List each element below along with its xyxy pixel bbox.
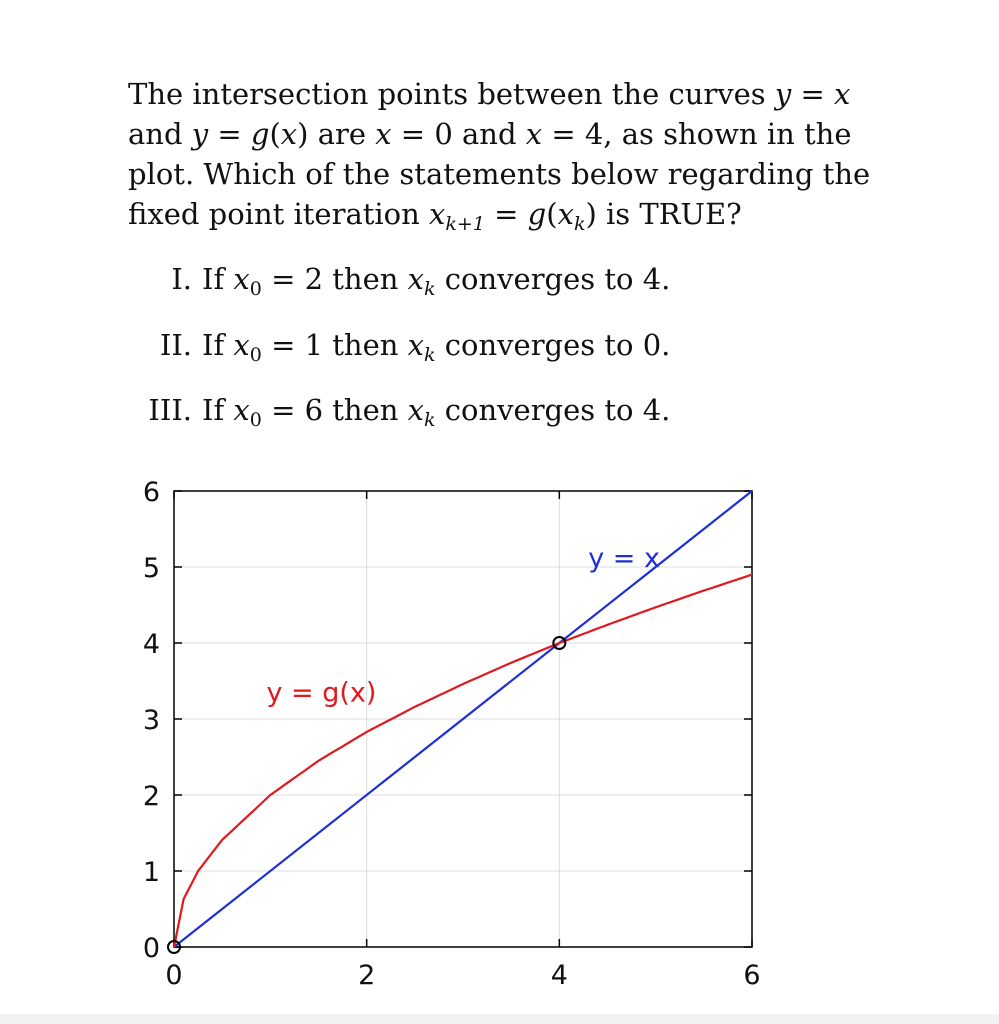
- statement-text: = 2 then: [261, 262, 408, 296]
- math-var: k+1: [445, 213, 485, 235]
- math-sub: 0: [249, 344, 262, 366]
- math-var: x: [407, 328, 425, 362]
- series-line-g: [174, 575, 752, 947]
- math-var: x: [407, 262, 425, 296]
- math-sub: k: [424, 409, 436, 431]
- x-tick-label: 4: [550, 960, 568, 991]
- math-var: x: [834, 77, 851, 111]
- math-var: x: [525, 117, 543, 151]
- statement-text: converges to 4.: [435, 262, 671, 296]
- statement-text: converges to 4.: [435, 393, 671, 427]
- x-tick-label: 6: [743, 960, 761, 991]
- math-var: y: [774, 77, 792, 111]
- math-var: x: [375, 117, 392, 151]
- question-text-run: (: [546, 197, 558, 231]
- question-text-run: = 4, as shown in the plot. Which of the statements below regarding the fixed point iteration: [128, 117, 871, 231]
- math-sub: 0: [249, 278, 262, 300]
- y-tick-label: 1: [142, 857, 160, 888]
- question-text-run: and: [128, 117, 192, 151]
- x-tick-label: 2: [358, 960, 376, 991]
- math-var: y: [191, 117, 209, 151]
- math-var: x: [233, 393, 250, 427]
- y-tick-label: 5: [142, 553, 160, 584]
- statement-text: If: [202, 262, 234, 296]
- math-var: x: [233, 262, 250, 296]
- statement-number: I.: [171, 262, 192, 296]
- annotation-g-label: y = g(x): [266, 677, 377, 709]
- question-text-run: =: [484, 197, 528, 231]
- math-sub: k: [424, 344, 436, 366]
- annotation-identity-label: y = x: [588, 543, 660, 574]
- question-text-run: ) is TRUE?: [585, 197, 742, 231]
- statement-number: III.: [148, 393, 192, 427]
- question-text-run: = 0 and: [391, 117, 526, 151]
- statement-text: = 1 then: [261, 328, 408, 362]
- math-var: x: [429, 197, 446, 231]
- y-tick-label: 2: [142, 781, 160, 812]
- question-text-run: =: [208, 117, 251, 151]
- math-var: x: [557, 197, 574, 231]
- math-var: g: [250, 117, 270, 151]
- math-var: x: [280, 117, 298, 151]
- statement-text: If: [202, 393, 234, 427]
- question-text-run: The intersection points between the curves: [128, 77, 775, 111]
- question-text-run: =: [791, 77, 835, 111]
- statement-number: II.: [159, 328, 192, 362]
- y-tick-label: 0: [142, 933, 160, 964]
- statement-text: If: [202, 328, 234, 362]
- math-var: k: [573, 213, 586, 235]
- math-var: x: [407, 393, 425, 427]
- statement-text: = 6 then: [261, 393, 408, 427]
- math-sub: k: [424, 278, 436, 300]
- question-text-run: ) are: [297, 117, 376, 151]
- question-text-run: (: [269, 117, 281, 151]
- math-var: g: [527, 197, 547, 231]
- math-sub: 0: [249, 409, 262, 431]
- statement-text: converges to 0.: [435, 328, 671, 362]
- math-var: x: [233, 328, 250, 362]
- bottom-strip: [0, 1014, 999, 1024]
- y-tick-label: 6: [142, 477, 160, 508]
- y-tick-label: 3: [142, 705, 160, 736]
- x-tick-label: 0: [165, 960, 183, 991]
- y-tick-label: 4: [142, 629, 160, 660]
